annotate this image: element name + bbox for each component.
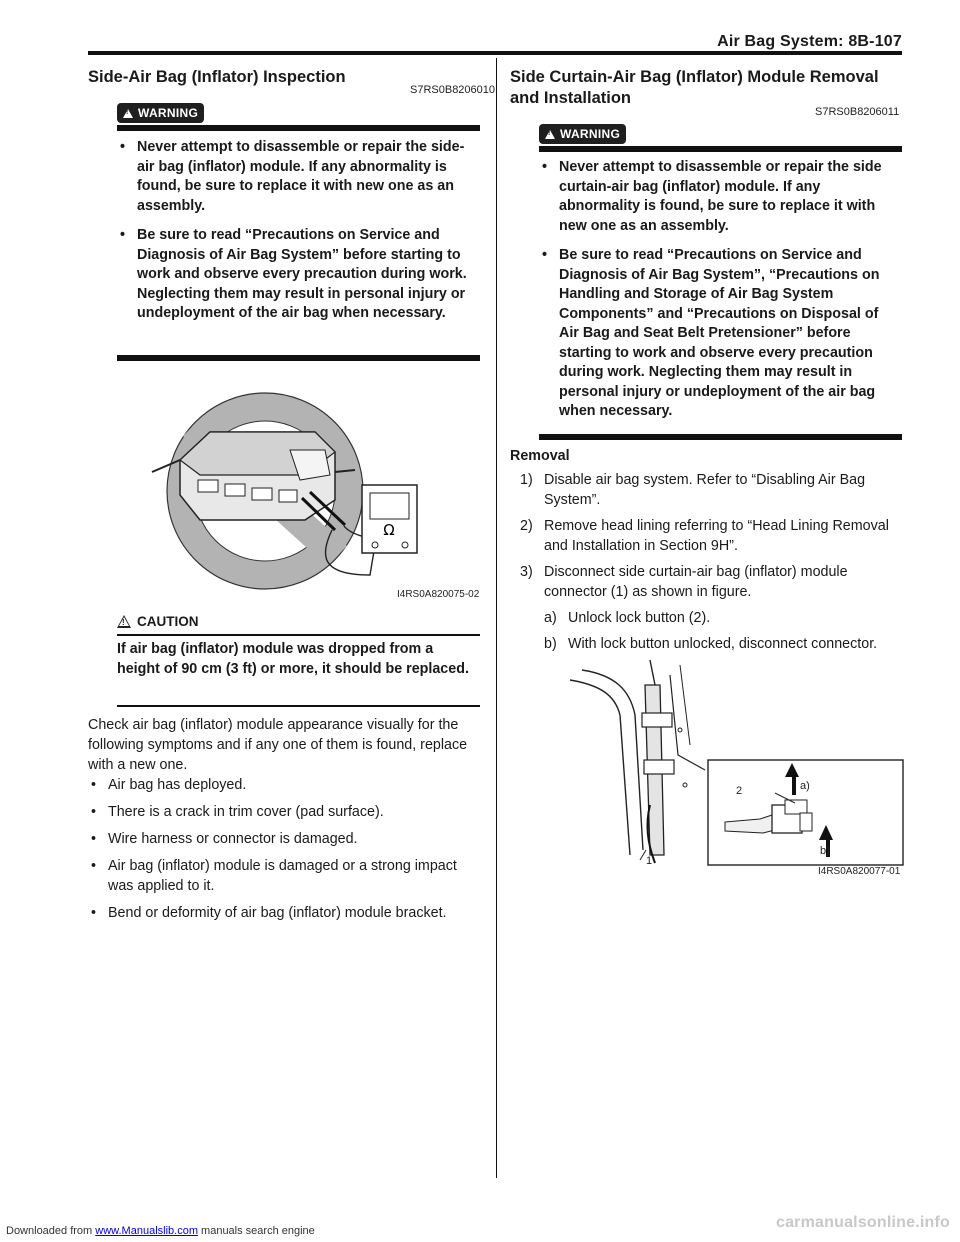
ohm-symbol: Ω [383, 521, 395, 539]
callout-b: b) [820, 845, 830, 857]
connector-illustration [560, 655, 905, 870]
right-warning-list [539, 158, 899, 432]
removal-step: 2) Remove head lining referring to “Head Lining Removal and Installation in Section 9H”. [520, 518, 889, 554]
inspection-intro: Check air bag (inflator) module appearance visually for the following symptoms and if any one of them is found, replace with a new one. [88, 717, 468, 773]
right-warning-item: • Be sure to read “Precautions on Service and Diagnosis of Air Bag System”, “Precautions on Handling and Storage of Air Bag System Components” and “Precautions on Disposal of Air Bag and Seat Belt Pretensioner” before starting to work and observe every precaution during work. Neglecting them may result in personal injury or undeployment of the air bag when necessary. [539, 246, 899, 422]
left-figure-code: I4RS0A820075-02 [397, 589, 480, 600]
column-divider [496, 58, 497, 1178]
curtain-airbag-connector-figure [560, 655, 905, 870]
right-warning-bottom-bar [539, 434, 902, 440]
caution-text: If air bag (inflator) module was dropped from a height of 90 cm (3 ft) or more, it should be replaced. [117, 641, 469, 677]
manualslib-link[interactable]: www.Manualslib.com [95, 1225, 198, 1237]
airbag-ohmmeter-figure [140, 380, 480, 602]
removal-step: 1) Disable air bag system. Refer to “Disabling Air Bag System”. [520, 472, 866, 508]
right-section-code: S7RS0B8206011 [815, 106, 900, 118]
caution-bottom-bar [117, 705, 480, 707]
removal-steps [520, 470, 905, 660]
right-warning-item: • Never attempt to disassemble or repair the side curtain-air bag (inflator) module. If any abnormality is found, be sure to replace it with new one as an assembly. [539, 158, 899, 236]
symptom-item: • There is a crack in trim cover (pad surface). [88, 802, 483, 822]
right-warning-top-bar [539, 146, 902, 152]
symptom-item: • Bend or deformity of air bag (inflator) module bracket. [88, 903, 483, 923]
left-warning-item: • Never attempt to disassemble or repair the side-air bag (inflator) module. If any abnormality is found, be sure to replace it with new one as an assembly. [117, 138, 477, 216]
left-section-heading: Side-Air Bag (Inflator) Inspection [88, 68, 346, 86]
right-section-heading-line1: Side Curtain-Air Bag (Inflator) Module Removal [510, 68, 879, 86]
left-section-code: S7RS0B8206010 [410, 84, 496, 96]
caution-top-bar [117, 634, 480, 636]
removal-heading: Removal [510, 448, 570, 464]
symptom-item: • Wire harness or connector is damaged. [88, 829, 483, 849]
left-warning-item: • Be sure to read “Precautions on Service and Diagnosis of Air Bag System” before starting to work and observe every precaution during work. Neglecting them may result in personal injury or undeployment of the air bag when necessary. [117, 226, 477, 324]
left-warning-bottom-bar [117, 355, 480, 361]
symptom-item: • Air bag (inflator) module is damaged or a strong impact was applied to it. [88, 856, 483, 896]
right-figure-code: I4RS0A820077-01 [818, 866, 901, 877]
left-warning-top-bar [117, 125, 480, 131]
caution-icon: ! [117, 615, 131, 628]
left-warning-list [117, 138, 477, 334]
callout-two: 2 [736, 785, 743, 797]
left-warning-label: WARNING [138, 106, 199, 120]
symptom-item: • Air bag has deployed. [88, 775, 483, 795]
removal-substep: a) Unlock lock button (2). [544, 610, 711, 626]
callout-a: a) [800, 780, 810, 792]
symptom-list [88, 775, 483, 930]
left-warning-badge [117, 103, 204, 123]
download-footer: Downloaded from www.Manualslib.com manuals search engine [6, 1225, 315, 1237]
page-header-title: Air Bag System: 8B-107 [717, 33, 902, 50]
right-warning-badge [539, 124, 626, 144]
airbag-ohmmeter-illustration [140, 380, 480, 602]
removal-step: 3) Disconnect side curtain-air bag (inflator) module connector (1) as shown in figure. [520, 564, 848, 600]
caution-header [117, 614, 199, 629]
right-warning-label: WARNING [560, 127, 621, 141]
callout-one: 1 [646, 855, 653, 867]
warning-icon [123, 109, 133, 118]
warning-icon [545, 130, 555, 139]
right-section-heading-line2: and Installation [510, 89, 632, 107]
header-rule [88, 51, 902, 55]
caution-label: CAUTION [137, 614, 199, 629]
removal-substep: b) With lock button unlocked, disconnect connector. [544, 636, 878, 652]
watermark: carmanualsonline.info [775, 1214, 950, 1231]
